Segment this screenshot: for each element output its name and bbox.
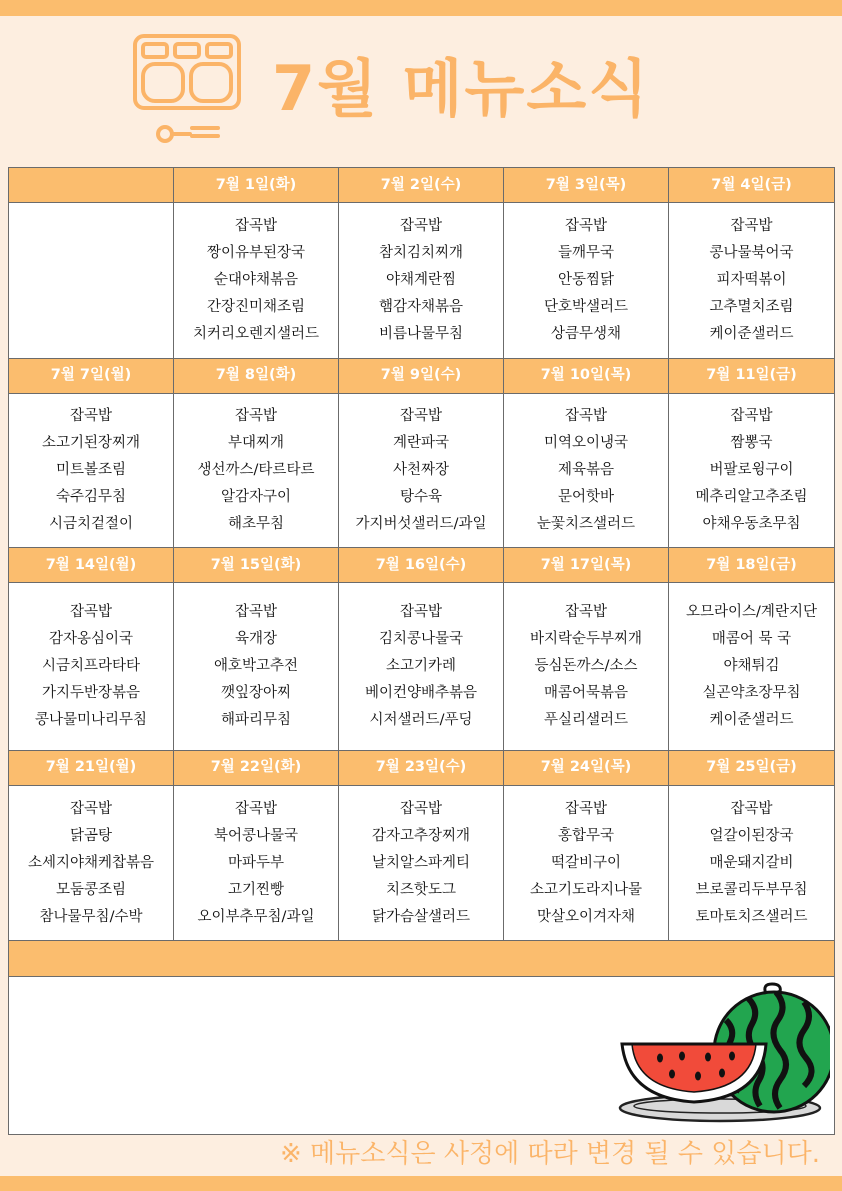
menu-item: 육개장 xyxy=(234,631,278,648)
menu-item: 순대야채볶음 xyxy=(213,271,299,288)
menu-item: 제육볶음 xyxy=(557,461,615,478)
menu-item: 잡곡밥 xyxy=(730,800,773,817)
menu-item: 잡곡밥 xyxy=(399,800,443,817)
menu-item: 가지두반장볶음 xyxy=(41,685,141,702)
menu-item: 잡곡밥 xyxy=(730,217,773,234)
menu-cell xyxy=(669,786,835,941)
menu-item: 콩나물미나리무침 xyxy=(34,712,148,729)
menu-item: 매운돼지갈비 xyxy=(709,854,794,871)
menu-cell xyxy=(669,583,835,750)
menu-item: 눈꽃치즈샐러드 xyxy=(536,515,636,532)
date-header-row xyxy=(9,750,835,785)
date-cell: 7월 15일(화) xyxy=(174,548,339,583)
menu-item: 치커리오렌지샐러드 xyxy=(192,325,320,342)
menu-item: 비름나물무침 xyxy=(378,325,464,342)
watermelon-illustration xyxy=(616,980,830,1126)
menu-item: 소고기된장찌개 xyxy=(41,434,141,451)
menu-item: 잡곡밥 xyxy=(69,407,113,424)
menu-item: 치즈핫도그 xyxy=(385,881,457,898)
menu-item: 부대찌개 xyxy=(227,434,285,451)
menu-item: 계란파국 xyxy=(392,434,450,451)
menu-item: 시저샐러드/푸딩 xyxy=(369,712,473,729)
menu-item: 북어콩나물국 xyxy=(213,827,299,844)
menu-item: 피자떡볶이 xyxy=(716,271,787,288)
menu-item: 숙주김무침 xyxy=(55,488,127,505)
menu-cell xyxy=(174,393,339,547)
menu-cell xyxy=(504,786,669,941)
menu-cell xyxy=(9,583,174,750)
menu-cell xyxy=(504,583,669,750)
date-cell: 7월 11일(금) xyxy=(669,358,835,393)
menu-item: 고추멸치조림 xyxy=(709,298,794,315)
date-cell: 7월 4일(금) xyxy=(669,168,835,203)
footer-band-row xyxy=(9,941,835,976)
top-stripe xyxy=(0,0,842,16)
menu-item: 베이컨양배추볶음 xyxy=(364,685,478,702)
menu-item: 닭곰탕 xyxy=(69,827,113,844)
menu-item: 잡곡밥 xyxy=(234,217,278,234)
date-cell: 7월 8일(화) xyxy=(174,358,339,393)
menu-item: 해파리무침 xyxy=(220,712,292,729)
menu-item: 매콤어 묵 국 xyxy=(711,631,792,648)
menu-item: 햄감자채볶음 xyxy=(378,298,464,315)
bottom-stripe xyxy=(0,1176,842,1191)
menu-row xyxy=(9,583,835,750)
menu-item: 들깨무국 xyxy=(557,244,615,261)
date-cell: 7월 18일(금) xyxy=(669,548,835,583)
menu-cell xyxy=(339,786,504,941)
menu-item: 잡곡밥 xyxy=(234,800,278,817)
menu-item: 브로콜리두부무침 xyxy=(695,881,808,898)
date-cell: 7월 23일(수) xyxy=(339,750,504,785)
menu-item: 미트볼조림 xyxy=(55,461,127,478)
menu-item: 잡곡밥 xyxy=(399,604,443,621)
menu-item: 잡곡밥 xyxy=(234,604,278,621)
menu-item: 참나물무침/수박 xyxy=(39,908,143,925)
menu-item: 버팔로윙구이 xyxy=(709,461,794,478)
menu-item: 푸실리샐러드 xyxy=(543,712,629,729)
date-header-row xyxy=(9,548,835,583)
date-cell: 7월 14일(월) xyxy=(9,548,174,583)
menu-item: 탕수육 xyxy=(399,488,443,505)
menu-item: 케이준샐러드 xyxy=(709,712,794,729)
menu-item: 짱이유부된장국 xyxy=(206,244,306,261)
menu-item: 잡곡밥 xyxy=(564,604,608,621)
menu-item: 토마토치즈샐러드 xyxy=(695,908,808,925)
menu-item: 알감자구이 xyxy=(220,488,292,505)
menu-item: 안동찜닭 xyxy=(557,271,615,288)
menu-row xyxy=(9,203,835,358)
menu-item: 잡곡밥 xyxy=(69,800,113,817)
menu-item: 잡곡밥 xyxy=(399,217,443,234)
menu-item: 바지락순두부찌개 xyxy=(529,631,643,648)
menu-item: 매콤어묵볶음 xyxy=(543,685,629,702)
menu-item: 마파두부 xyxy=(227,854,285,871)
menu-cell xyxy=(504,203,669,358)
date-cell xyxy=(9,168,174,203)
menu-item: 콩나물북어국 xyxy=(709,244,794,261)
page-title: 7월 메뉴소식 xyxy=(272,52,651,125)
menu-row xyxy=(9,393,835,547)
menu-item: 소고기카레 xyxy=(385,658,457,675)
date-cell: 7월 25일(금) xyxy=(669,750,835,785)
menu-item: 생선까스/타르타르 xyxy=(197,461,315,478)
menu-item: 고기찐빵 xyxy=(227,881,285,898)
menu-cell xyxy=(339,583,504,750)
menu-item: 소세지야채케찹볶음 xyxy=(27,854,155,871)
menu-item: 모둠콩조림 xyxy=(55,881,127,898)
menu-item: 소고기도라지나물 xyxy=(529,881,643,898)
date-cell: 7월 10일(목) xyxy=(504,358,669,393)
menu-item: 시금치겉절이 xyxy=(48,515,134,532)
menu-cell xyxy=(9,393,174,547)
menu-item: 맛살오이겨자채 xyxy=(536,908,636,925)
date-cell: 7월 9일(수) xyxy=(339,358,504,393)
menu-item: 메추리알고추조림 xyxy=(695,488,808,505)
menu-item: 오이부추무침/과일 xyxy=(197,908,315,925)
menu-item: 날치알스파게티 xyxy=(371,854,471,871)
menu-cell xyxy=(9,786,174,941)
menu-cell xyxy=(9,203,174,358)
date-cell: 7월 2일(수) xyxy=(339,168,504,203)
menu-cell xyxy=(174,203,339,358)
menu-item: 간장진미채조림 xyxy=(206,298,306,315)
menu-item: 애호박고추전 xyxy=(213,658,299,675)
date-cell: 7월 22일(화) xyxy=(174,750,339,785)
menu-item: 상큼무생채 xyxy=(550,325,622,342)
menu-item: 잡곡밥 xyxy=(69,604,113,621)
menu-row xyxy=(9,786,835,941)
menu-item: 단호박샐러드 xyxy=(543,298,629,315)
date-cell: 7월 16일(수) xyxy=(339,548,504,583)
menu-item: 감자고추장찌개 xyxy=(371,827,471,844)
menu-item: 사천짜장 xyxy=(392,461,450,478)
menu-item: 야채튀김 xyxy=(723,658,780,675)
menu-cell xyxy=(339,203,504,358)
menu-item: 등심돈까스/소스 xyxy=(534,658,638,675)
menu-item: 잡곡밥 xyxy=(564,800,608,817)
menu-item: 얼갈이된장국 xyxy=(709,827,794,844)
menu-item: 김치콩나물국 xyxy=(378,631,464,648)
menu-item: 잡곡밥 xyxy=(399,407,443,424)
lunch-tray-icon xyxy=(132,33,244,151)
menu-item: 잡곡밥 xyxy=(564,407,608,424)
menu-item: 야채우동초무침 xyxy=(702,515,801,532)
menu-cell xyxy=(174,786,339,941)
date-cell: 7월 17일(목) xyxy=(504,548,669,583)
date-cell: 7월 1일(화) xyxy=(174,168,339,203)
change-notice: ※ 메뉴소식은 사정에 따라 변경 될 수 있습니다. xyxy=(280,1139,820,1169)
menu-item: 깻잎장아찌 xyxy=(220,685,292,702)
menu-item: 잡곡밥 xyxy=(564,217,608,234)
menu-item: 가지버섯샐러드/과일 xyxy=(355,515,487,532)
menu-item: 케이준샐러드 xyxy=(709,325,794,342)
menu-item: 감자옹심이국 xyxy=(48,631,134,648)
date-header-row xyxy=(9,168,835,203)
menu-item: 미역오이냉국 xyxy=(543,434,629,451)
menu-item: 닭가슴살샐러드 xyxy=(371,908,471,925)
menu-item: 오므라이스/계란지단 xyxy=(686,604,817,621)
menu-cell xyxy=(174,583,339,750)
menu-item: 시금치프라타타 xyxy=(41,658,141,675)
menu-item: 떡갈비구이 xyxy=(550,854,622,871)
date-header-row xyxy=(9,358,835,393)
menu-cell xyxy=(339,393,504,547)
menu-cell xyxy=(669,203,835,358)
date-cell: 7월 24일(목) xyxy=(504,750,669,785)
date-cell: 7월 21일(월) xyxy=(9,750,174,785)
date-cell: 7월 7일(월) xyxy=(9,358,174,393)
menu-cell xyxy=(504,393,669,547)
menu-item: 야채계란찜 xyxy=(385,271,457,288)
footer-band xyxy=(9,941,835,976)
date-cell: 7월 3일(목) xyxy=(504,168,669,203)
menu-item: 잡곡밥 xyxy=(730,407,773,424)
menu-item: 참치김치찌개 xyxy=(378,244,464,261)
menu-item: 해초무침 xyxy=(227,515,285,532)
menu-item: 실곤약초장무침 xyxy=(702,685,801,702)
menu-item: 잡곡밥 xyxy=(234,407,278,424)
menu-item: 홍합무국 xyxy=(557,827,615,844)
menu-cell xyxy=(669,393,835,547)
menu-item: 문어핫바 xyxy=(557,488,615,505)
menu-item: 짬뽕국 xyxy=(730,434,773,451)
